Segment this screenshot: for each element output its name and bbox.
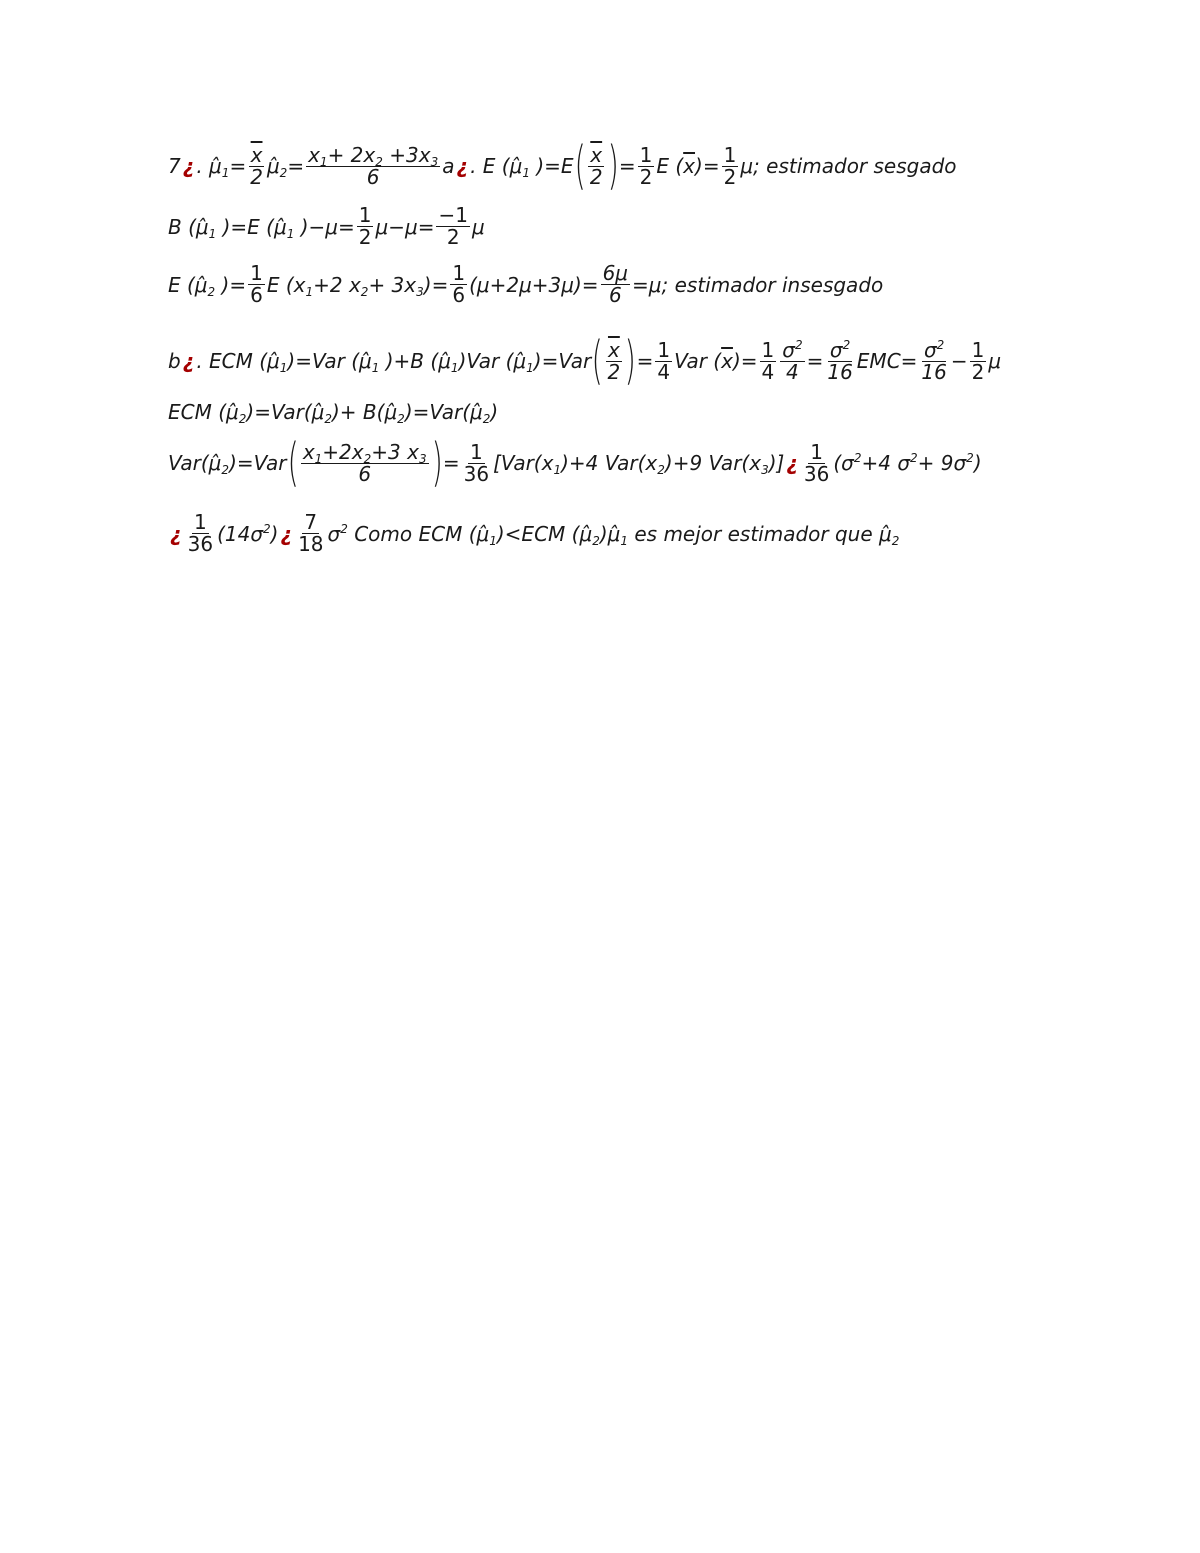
inverted-question-mark: ¿ [456, 154, 469, 178]
equation-line-2: B ($\mû_1$ )=E ($\mû_1$ )−μ= $\frac{1}{2}$ μ−μ= $\frac{-1}{2}$ μ [168, 203, 485, 249]
better-estimator-text: es mejor estimador que [634, 521, 873, 546]
inverted-question-mark: ¿ [182, 349, 195, 373]
estimator-biased-note: ; estimador sesgado [753, 154, 957, 178]
equation-line-7: ¿ $\frac{1}{36}$ $(14\sigma^2)$ ¿ $\frac{7}{18}$ $\sigma^2$ Como ECM $(\mû_1)<ECM$ $(\mû_2)\mû_1$ es mejor estimador que $\mû_2$ [170, 510, 900, 556]
como-text: Como [354, 521, 413, 546]
inverted-question-mark: ¿ [280, 521, 293, 546]
equation-line-3: E ($\mû_2$ )= $\frac{1}{6}$ E ($x_1+2$ $x_2+ 3x_3)=$ $\frac{1}{6}$ (μ+2μ+3μ)= $\frac{6\mu}{6}$ =μ ; estimador insesgado [168, 261, 884, 307]
inverted-question-mark: ¿ [786, 451, 798, 475]
equation-line-4: b ¿ . ECM $(\mû_1)=Var$ ($\mû_1$ )+B $(\mû_1)Var$ $(\mû_1)=Var$ ( $\frac{\overline{x}}{2}$ ) = $\frac{1}{4}$ Var $(\overline{x})=$ $\frac{1}{4}$ $\frac{\sigma^2}{4}$ = $\frac{\sigma^2}{16}$ EMC = $\frac{\sigma^2}{16}$ − $\frac{1}{2}$ μ [168, 331, 1002, 391]
equation-line-1: 7 ¿ . $\mû_1=$ $\frac{\overline{x}}{2}$ $\mû_2=$ $\frac{x_1+ 2x_2 +3x_3}{6}$ a ¿ . E ($\mû_1$ )=E ( $\frac{\overline{x}}{2}$ ) = $\frac{1}{2}$ E $(\overline{x})=$ $\frac{1}{2}$ μ ; estimador sesgado [168, 136, 957, 196]
part-b-label: b [168, 349, 181, 373]
inverted-question-mark: ¿ [182, 154, 195, 178]
equation-line-5: ECM $(\mû_2)=Var(\mû_2)+$ $B(\mû_2)=Var(\mû_2)$ [168, 400, 499, 426]
inverted-question-mark: ¿ [170, 521, 182, 546]
estimator-unbiased-note: ; estimador insesgado [661, 272, 884, 297]
equation-line-6: $Var(\mû_2)=Var$ ( $\frac{x_1+2x_2+3 x_3}{6}$ ) = $\frac{1}{36}$ [$Var(x_1)+4$ $Var(x_2)+9$ $Var(x_3)$] ¿ $\frac{1}{36}$ ($\sigma^2+4$ $\sigma^2+ 9\sigma^2$) [168, 433, 982, 493]
emc-label: EMC [856, 349, 901, 373]
problem-number: 7 [168, 154, 181, 178]
part-a-label: a [442, 154, 455, 178]
